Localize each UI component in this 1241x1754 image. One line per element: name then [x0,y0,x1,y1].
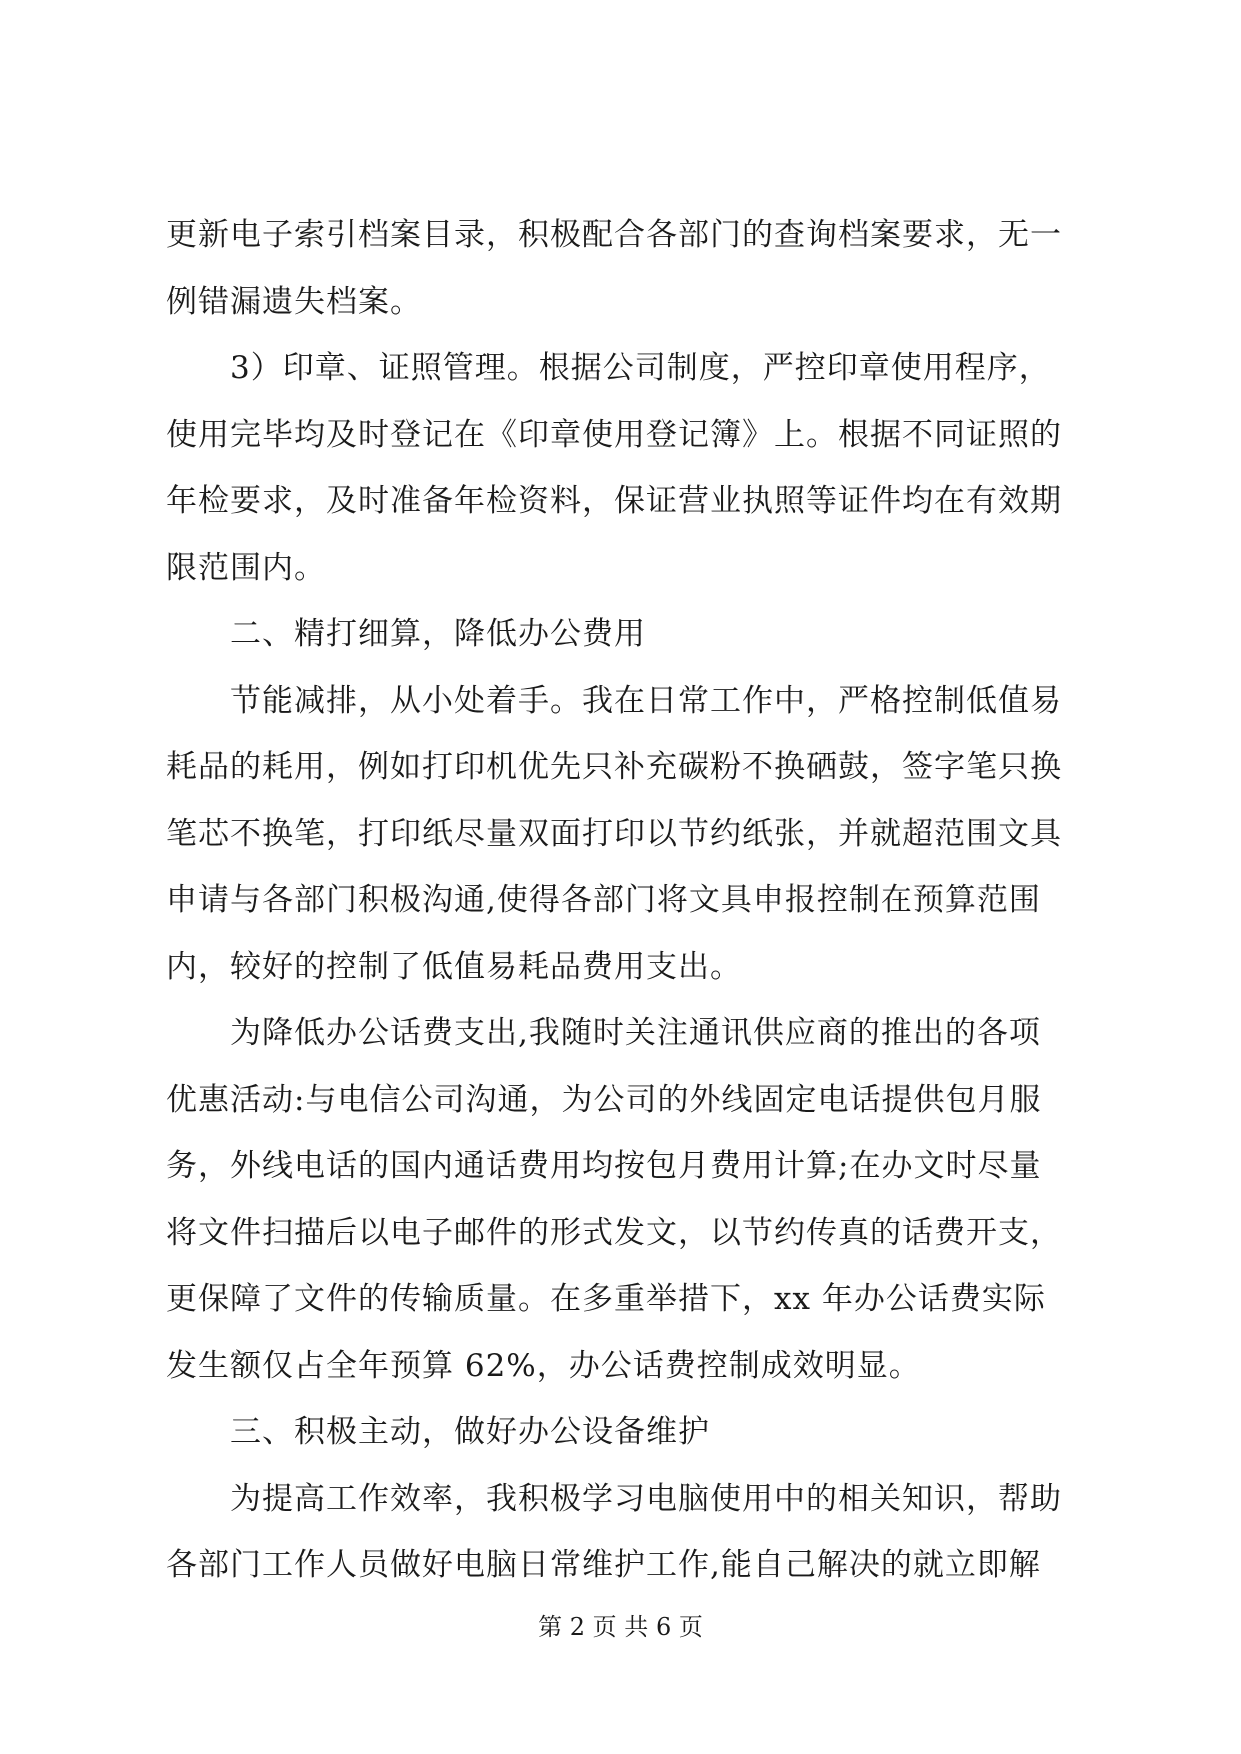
text-line: 更保障了文件的传输质量。在多重举措下，xx 年办公话费实际 [166,1281,1046,1317]
text-line: 节能减排，从小处着手。我在日常工作中，严格控制低值易 [230,682,1062,719]
text-line: 更新电子索引档案目录，积极配合各部门的查询档案要求，无一 [166,217,1062,253]
text-line: 使用完毕均及时登记在《印章使用登记簿》上。根据不同证照的 [166,416,1062,453]
paragraph-phone-costs [166,1000,1078,1399]
text-line: 优惠活动:与电信公司沟通，为公司的外线固定电话提供包月服 [166,1081,1042,1118]
text-line: 3）印章、证照管理。根据公司制度，严控印章使用程序， [230,350,1051,386]
text-line: 将文件扫描后以电子邮件的形式发文，以节约传真的话费开支， [166,1214,1062,1251]
paragraph-energy-saving [166,668,1078,1001]
section-heading-2 [166,601,1078,668]
heading-text: 二、精打细算，降低办公费用 [230,616,646,652]
text-line: 内，较好的控制了低值易耗品费用支出。 [166,948,742,985]
text-line: 限范围内。 [166,549,326,586]
text-line: 务，外线电话的国内通话费用均按包月费用计算;在办文时尽量 [166,1148,1042,1184]
text-line: 年检要求，及时准备年检资料，保证营业执照等证件均在有效期 [166,483,1062,519]
heading-text: 三、积极主动，做好办公设备维护 [230,1414,710,1450]
section-heading-3 [166,1399,1078,1466]
document-body [166,202,1078,1599]
paragraph-seal-license [166,335,1078,601]
text-line: 各部门工作人员做好电脑日常维护工作,能自己解决的就立即解 [166,1547,1041,1583]
page-number-footer: 第 2 页 共 6 页 [538,1613,703,1641]
text-line: 为降低办公话费支出,我随时关注通讯供应商的推出的各项 [230,1015,1041,1051]
text-line: 发生额仅占全年预算 62%，办公话费控制成效明显。 [166,1347,921,1384]
text-line: 例错漏遗失档案。 [166,283,422,320]
text-line: 为提高工作效率，我积极学习电脑使用中的相关知识，帮助 [230,1480,1062,1517]
paragraph-equipment-maintenance [166,1466,1078,1599]
text-line: 笔芯不换笔，打印纸尽量双面打印以节约纸张，并就超范围文具 [166,815,1062,852]
text-line: 耗品的耗用，例如打印机优先只补充碳粉不换硒鼓，签字笔只换 [166,749,1062,785]
paragraph-archive-continued [166,202,1078,335]
text-line: 申请与各部门积极沟通,使得各部门将文具申报控制在预算范围 [166,882,1041,918]
